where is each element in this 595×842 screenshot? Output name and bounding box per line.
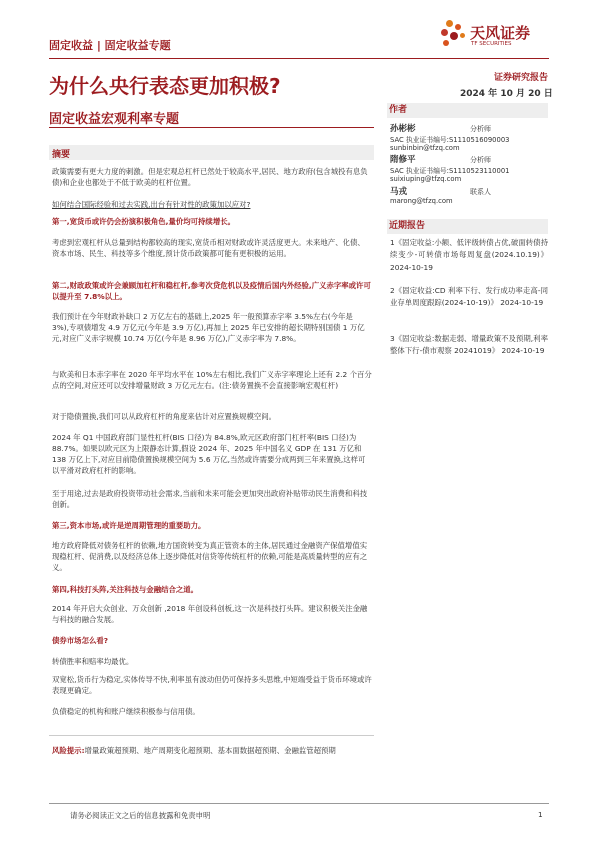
logo-dot [441,29,448,36]
page-title: 为什么央行表态更加积极? [49,74,281,98]
paragraph: 与欧美和日本赤字率在 2020 年平均水平在 10%左右相比,我们广义赤字率理论上还有 2.2 个百分点的空间,对应还可以安排增量财政 3 万亿元左右。(注:债务置换不会直接影响宏观杠杆) [52,370,372,390]
author-block [390,185,548,211]
recent-report-item[interactable]: 3《固定收益:数据走弱、增量政策不及预期,利率整体下行-债市观察 20241019》 2024-10-19 [390,334,548,356]
paragraph: 2024 年 Q1 中国政府部门显性杠杆(BIS 口径)为 84.8%,欧元区政府部门杠杆率(BIS 口径)为 88.7%。如果以欧元区为上限静态计算,假设 2024 年、2025 年中国名义 GDP 在 131 万亿和 138 万亿上下,对应目前隐债置换规模空间为 5.6 万亿,当然或许需要分成两到三年来置换,这样可以平滑对政府杠杆的影响。 [52,433,366,475]
logo-subtext: TF SECURITIES [471,41,512,47]
risk-label: 风险提示: [52,746,85,755]
author-email[interactable]: marong@tfzq.com [390,197,453,205]
report-date: 2024 年 10 月 20 日 [460,89,553,99]
paragraph: 转债胜率和赔率均最优。 [52,657,134,666]
author-block [390,153,548,187]
paragraph: 地方政府降低对债务杠杆的依赖,地方国资转变为真正管资本的主体,居民通过金融资产保值增值实现稳杠杆、促消费,以及经济总体上逐步降低对信贷等传统杠杆的依赖,可能是高质量转型的应有之义。 [52,541,368,572]
paragraph: 对于隐债置换,我们可以从政府杠杆的角度来估计对应置换规模空间。 [52,412,277,421]
paragraph: 双宽松,货币行为稳定,实体传导不快,利率虽有波动但仍可保持多头思维,中短端受益于货币环境或许表现更确定。 [52,675,372,695]
logo-dot [460,33,465,38]
summary-heading-bar [49,145,374,160]
author-email[interactable]: suixiuping@tfzq.com [390,175,462,183]
footer-disclaimer: 请务必阅读正文之后的信息披露和免责申明 [70,811,211,820]
author-cert: SAC 执业证书编号:S1110523110001 [390,167,510,175]
subtitle-rule [49,127,374,128]
author-role: 分析师 [470,156,491,164]
page-number: 1 [538,810,543,819]
recent-report-item[interactable]: 2《固定收益:CD 利率下行、发行成功率走高-同业存单周度跟踪(2024-10-19)》 2024-10-19 [390,286,548,308]
footer-rule [49,803,549,804]
paragraph: 负债稳定的机构和账户继续积极参与信用债。 [52,707,200,716]
author-role: 分析师 [470,125,491,133]
header-rule [49,58,549,59]
author-name: 隋修平 [390,155,416,165]
author-name: 孙彬彬 [390,124,416,134]
logo-dot [443,40,449,46]
author-cert: SAC 执业证书编号:S1110516090003 [390,136,510,144]
author-name: 马戎 [390,187,408,197]
page-subtitle: 固定收益宏观利率专题 [49,112,180,127]
risk-warning [52,745,372,756]
logo-dot [450,32,458,40]
author-block [390,122,548,156]
question-link[interactable]: 如何结合国际经验和过去实践,出台有针对性的政策加以应对? [52,200,251,209]
paragraph: 至于用途,过去是政府投资带动社会需求,当前和未来可能会更加突出政府补贴带动民生消费和科技创新。 [52,489,368,509]
author-email[interactable]: sunbinbin@tfzq.com [390,144,460,152]
recent-report-item[interactable]: 1《固定收益:小额、低评级转债占优,破面转债持续变少-可转债市场每周复盘(2024.10.19)》 2024-10-19 [390,238,548,272]
paragraph: 考虑到宏观杠杆从总量到结构都较高的现实,宽货币相对财政或许灵活度更大。未来地产、化债、资本市场、民生、科技等多个维度,预计货币政策都可能有更积极的运用。 [52,238,365,258]
point-heading: 债券市场怎么看? [52,636,109,645]
paragraph: 政策需要有更大力度的刺激。但是宏观总杠杆已然处于较高水平,居民、地方政府(包含城投有息负债)和企业也都处于不低于欧美的杠杆位置。 [52,167,368,187]
recent-reports-heading: 近期报告 [387,219,548,234]
summary-heading: 摘要 [52,150,71,160]
logo-dot [455,24,461,30]
risk-text: 增量政策超预期、地产周期变化超预期、基本面数据超预期、金融监管超预期 [84,746,336,755]
report-type: 证券研究报告 [493,73,548,83]
header-breadcrumb: 固定收益 | 固定收益专题 [49,39,171,52]
risk-rule [49,735,374,736]
logo-name: 天风证券 [470,24,531,42]
authors-heading: 作者 [387,103,548,118]
point-heading: 第一,宽货币或许仍会扮演积极角色,量价均可持续增长。 [52,217,235,226]
paragraph: 2014 年开启大众创业、万众创新 ,2018 年创设科创板,这一次是科技打头阵。建议积极关注金融与科技的融合发展。 [52,604,368,624]
point-heading: 第二,财政政策或许会兼顾加杠杆和稳杠杆,参考次贷危机以及疫情后国内外经验,广义赤字率或许可以提升至 7.8%以上。 [52,281,371,301]
point-heading: 第四,科技打头阵,关注科技与金融结合之道。 [52,585,199,594]
company-logo [440,18,550,52]
logo-dot [446,20,453,27]
paragraph: 我们预计在今年财政补缺口 2 万亿左右的基础上,2025 年一般预算赤字率 3.5%左右(今年是 3%),专项债增发 4.9 万亿元(今年是 3.9 万亿),再加上 2025 年已安排的超长期特别国债 1 万亿元,对应广义赤字规模 10.74 万亿(今年是 8.96 万亿),广义赤字率为 7.8%。 [52,312,365,343]
point-heading: 第三,资本市场,或许是逆周期管理的重要助力。 [52,521,206,530]
author-role: 联系人 [470,188,491,196]
